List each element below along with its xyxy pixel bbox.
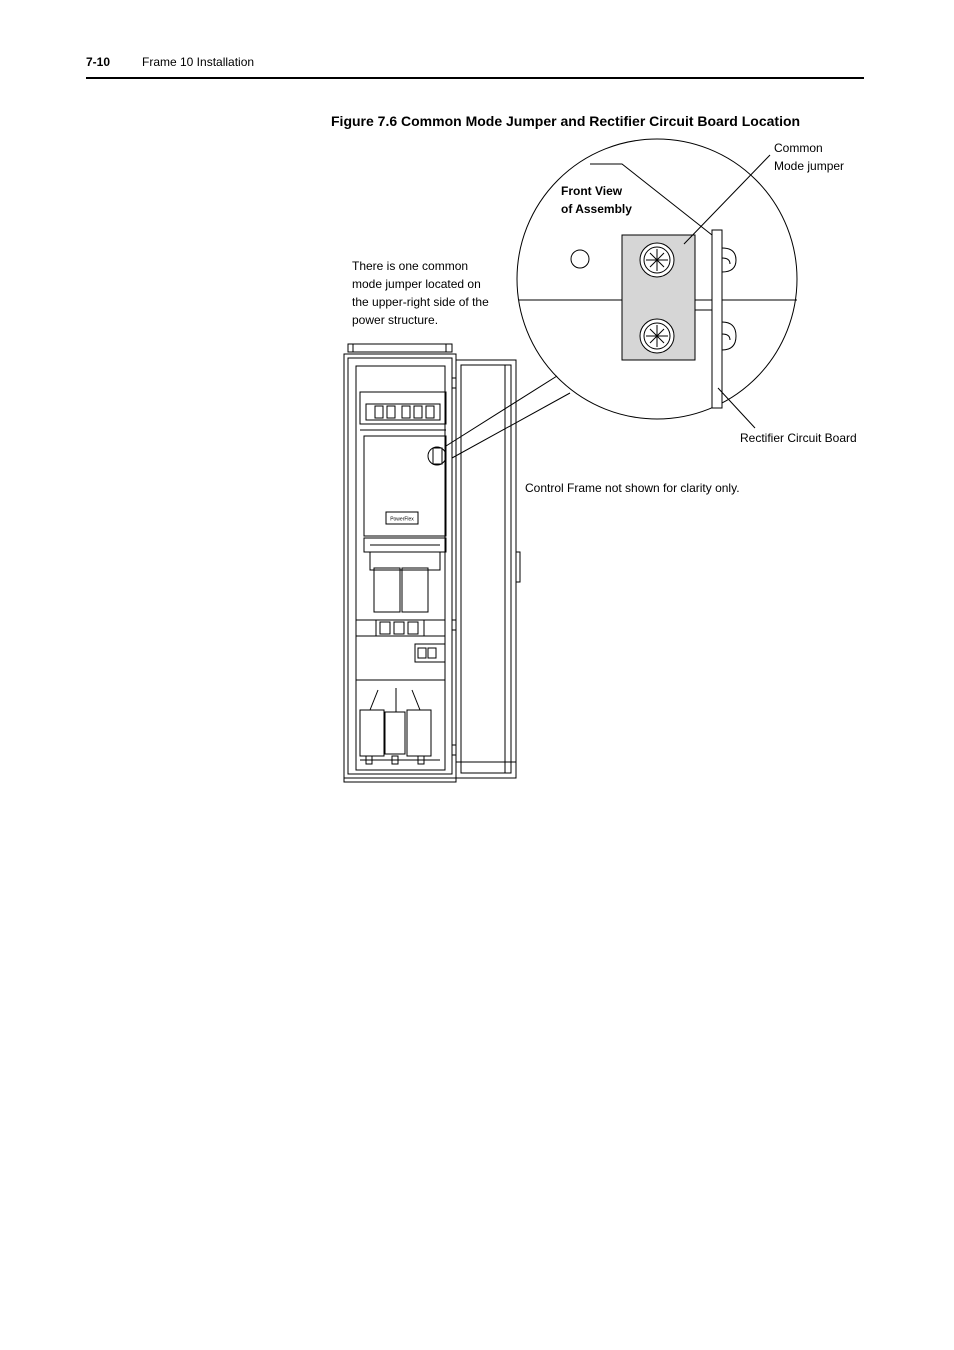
screw-icon	[640, 243, 674, 277]
common-mode-jumper-label	[774, 139, 844, 175]
note-line3: the upper-right side of the	[352, 295, 489, 309]
note-line2: mode jumper located on	[352, 277, 481, 291]
front-view-line1: Front View	[561, 184, 623, 198]
note-line4: power structure.	[352, 313, 439, 327]
jumper-location-note	[352, 257, 489, 329]
screw-icon	[640, 319, 674, 353]
control-frame-note: Control Frame not shown for clarity only.	[525, 481, 740, 495]
front-view-line2: of Assembly	[561, 202, 632, 216]
front-view-label	[561, 182, 632, 218]
note-line1: There is one common	[352, 259, 469, 273]
page-number: 7-10	[86, 55, 111, 69]
power-structure	[356, 392, 446, 764]
common-mode-jumper-line1: Common	[774, 141, 823, 155]
drive-logo: PowerFlex	[390, 516, 414, 523]
section-title: Frame 10 Installation	[142, 55, 255, 69]
rectifier-board-label: Rectifier Circuit Board	[740, 431, 857, 445]
figure-title: Figure 7.6 Common Mode Jumper and Rectifier Circuit Board Location	[331, 113, 801, 129]
common-mode-jumper-line2: Mode jumper	[774, 159, 845, 173]
